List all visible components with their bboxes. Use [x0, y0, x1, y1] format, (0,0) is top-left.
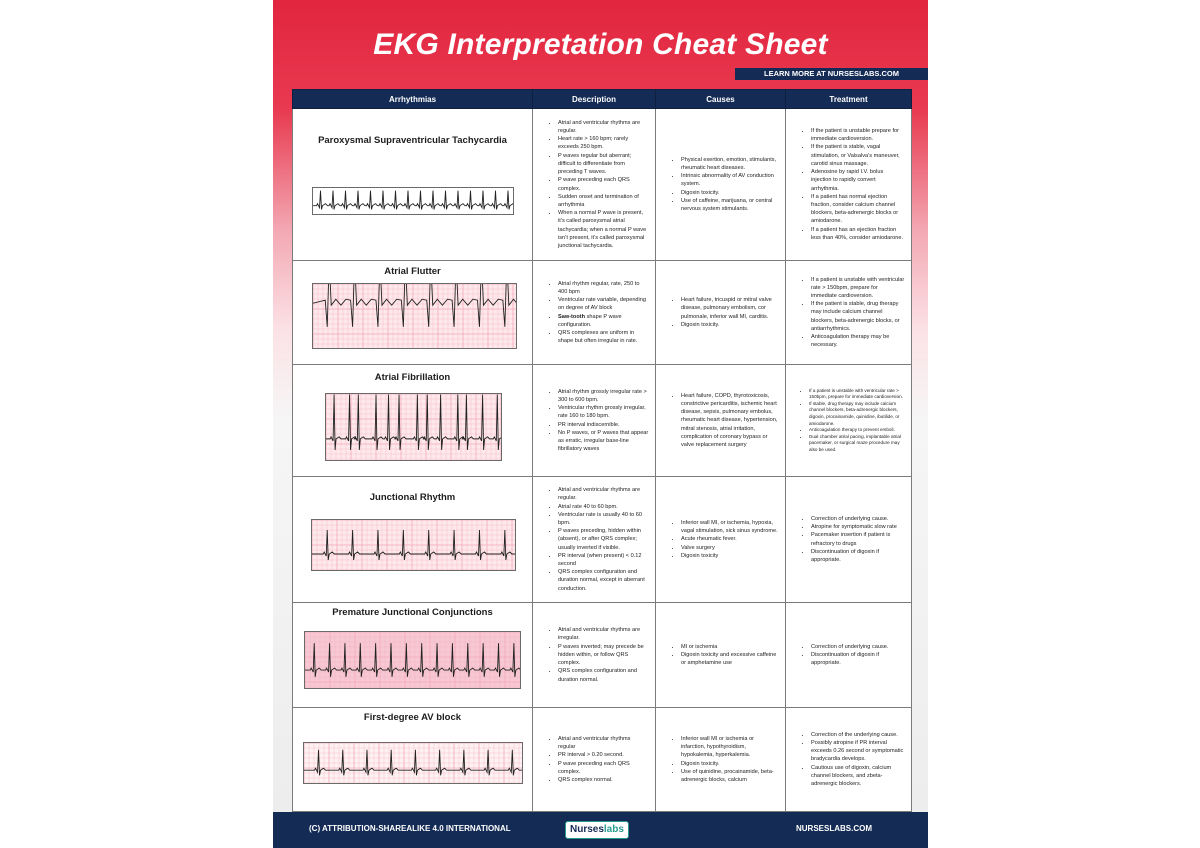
bullet-item: • Atrial rhythm grossly irregular rate > 300 to 600 bpm. [558, 388, 649, 404]
causes-list [656, 296, 785, 329]
causes-list [656, 392, 785, 449]
ekg-trace-svg [305, 632, 520, 688]
treatment-list [786, 276, 911, 350]
logo-text-part2: labs [603, 824, 624, 835]
ekg-trace-line [313, 284, 516, 327]
learn-more-prefix: LEARN MORE AT [763, 69, 828, 78]
bullet-item: • Digoxin toxicity and excessive caffeine or amphetamine use [681, 651, 779, 667]
bullet-item: • If a patient has normal ejection fraction, consider calcium channel blockers, beta-adrenergic blocks or amiodarone. [811, 193, 905, 226]
treatment-list [786, 731, 911, 788]
description-cell [533, 109, 656, 261]
bullet-item: • If the patient is stable, vagal stimulation, or Valsalva’s maneuver, carotid sinus massage. [811, 143, 905, 168]
bullet-item: • Heart rate > 160 bpm; rarely exceeds 250 bpm. [558, 135, 649, 151]
column-header-arrhythmias: Arrhythmias [293, 90, 533, 109]
bullet-item: • PR interval indiscernible. [558, 421, 649, 429]
causes-cell [656, 365, 786, 477]
description-cell [533, 365, 656, 477]
logo-text-part1: Nurses [570, 824, 604, 835]
table-row [293, 365, 912, 477]
ekg-strip-psvt [312, 187, 514, 215]
bullet-item: • Use of caffeine, marijuana, or central nervous system stimulants. [681, 197, 779, 213]
bullet-item: • Possibly atropine if PR interval exceeds 0.26 second or symptomatic bradycardia develops. [811, 739, 905, 764]
bullet-item: • Heart failure, COPD, thyrotoxicosis, constrictive pericarditis, ischemic heart disease, sepsis, pulmonary embolus, rheumatic heart disease, hypertension, mitral stenosis, atrial irritation, complication of coronary bypass or valve replacement surgery [681, 392, 779, 449]
arrhythmia-cell [293, 477, 533, 603]
bullet-item: • P waves preceding, hidden within (absent), or after QRS complex; usually inverted if visible. [558, 527, 649, 552]
license-text: (C) ATTRIBUTION-SHAREALIKE 4.0 INTERNATIONAL [309, 824, 511, 833]
treatment-cell [786, 603, 912, 708]
bullet-item: • Adenosine by rapid I.V. bolus injection to rapidly convert arrhythmia. [811, 168, 905, 193]
table-row [293, 603, 912, 708]
bullet-item: • No P waves, or P waves that appear as erratic, irregular base-line fibrillatory waves [558, 429, 649, 454]
bullet-item: • PR interval > 0.20 second. [558, 751, 649, 759]
page-title: EKG Interpretation Cheat Sheet [373, 28, 828, 61]
bullet-item: • Discontinuation of digoxin if appropriate. [811, 548, 905, 564]
causes-cell [656, 603, 786, 708]
bullet-item: • If a patient is unstable with ventricular rate > 150bpm, prepare for immediate cardioversion. [811, 276, 905, 301]
bullet-item: • Digoxin toxicity. [681, 321, 779, 329]
learn-more-link[interactable]: NURSESLABS.COM [827, 69, 899, 78]
cheat-sheet-page [273, 0, 928, 848]
bullet-item: • When a normal P wave is present, it’s called paroxysmal atrial tachycardia; when a normal P wave isn’t present, it’s called paroxysmal junctional tachycardia. [558, 209, 649, 250]
bullet-item: • Heart failure, tricuspid or mitral valve disease, pulmonary embolism, cor pulmonale, inferior wall MI, carditis. [681, 296, 779, 321]
arrhythmia-name: Paroxysmal Supraventricular Tachycardia [318, 135, 507, 146]
bullet-item: • Saw-tooth shape P wave configuration. [558, 313, 649, 329]
bullet-item: • QRS complex configuration and duration normal. [558, 667, 649, 683]
ekg-strip-atrial-fibrillation [325, 393, 502, 461]
description-cell [533, 603, 656, 708]
description-cell [533, 261, 656, 365]
bullet-item: • Use of quinidine, procainamide, beta-adrenergic blocks, calcium [681, 768, 779, 784]
bullet-item: • P wave preceding each QRS complex. [558, 176, 649, 192]
bullet-item: • Atrial rhythm regular, rate, 250 to 400 bpm [558, 280, 649, 296]
column-header-causes: Causes [656, 90, 786, 109]
treatment-cell [786, 109, 912, 261]
description-cell [533, 708, 656, 812]
arrhythmia-name: Atrial Fibrillation [374, 372, 451, 383]
bullet-item: • P wave preceding each QRS complex. [558, 760, 649, 776]
treatment-list [786, 388, 911, 454]
bullet-item: • Atropine for symptomatic slow rate [811, 523, 905, 531]
description-list [533, 735, 655, 784]
bullet-item: • P waves inverted; may precede be hidden within, or follow QRS complex. [558, 643, 649, 668]
table-row [293, 708, 912, 812]
ekg-trace-svg [313, 284, 516, 348]
treatment-cell [786, 365, 912, 477]
bullet-item: • Cautious use of digoxin, calcium channel blockers, and zbeta-adrenergic blockers. [811, 764, 905, 789]
bullet-item: • Ventricular rate variable, depending on degree of AV block [558, 296, 649, 312]
arrhythmia-cell [293, 603, 533, 708]
bullet-item: • Dual chamber atrial pacing, implantable atrial pacemaker, or surgical maze procedure may also be used. [809, 434, 905, 454]
arrhythmia-cell [293, 365, 533, 477]
ekg-table [292, 89, 912, 812]
bullet-item: • Anticoagulation therapy may be necessary. [811, 333, 905, 349]
ekg-trace-line [313, 191, 513, 210]
arrhythmia-name: Premature Junctional Conjunctions [332, 607, 493, 618]
bullet-item: • Inferior wall MI or ischemia or infarction, hypothyroidism, hypokalemia, hyperkalemia. [681, 735, 779, 760]
description-list [533, 486, 655, 593]
column-header-treatment: Treatment [786, 90, 912, 109]
bullet-item: • Inferior wall MI, or ischemia, hypoxia, vagal stimulation, sick sinus syndrome. [681, 519, 779, 535]
ekg-strip-first-degree-av-block [303, 742, 523, 784]
description-list [533, 280, 655, 346]
bullet-item: • Correction of the underlying cause. [811, 731, 905, 739]
ekg-trace-line [305, 643, 520, 677]
treatment-cell [786, 261, 912, 365]
learn-more-banner[interactable] [735, 68, 928, 80]
ekg-trace-svg [312, 520, 515, 570]
ekg-strip-atrial-flutter [312, 283, 517, 349]
ekg-strip-premature-junctional [304, 631, 521, 689]
causes-cell [656, 109, 786, 261]
causes-list [656, 156, 785, 213]
bullet-item: • Sudden onset and termination of arrhythmia [558, 193, 649, 209]
footer-site-link[interactable]: NURSESLABS.COM [795, 824, 872, 833]
table-row [293, 261, 912, 365]
description-list [533, 626, 655, 683]
nurseslabs-logo[interactable] [565, 821, 629, 839]
bullet-item: • If stable, drug therapy may include calcium channel blockers, beta-adrenergic blockers, digoxin, procainamide, quinidine, ibutilide, or amiodarone. [809, 401, 905, 427]
bullet-item: • Atrial and ventricular rhythms regular [558, 735, 649, 751]
bullet-item: • Atrial rate 40 to 60 bpm. [558, 503, 649, 511]
bullet-item: • P waves regular but aberrant; difficult to differentiate from preceding T waves. [558, 152, 649, 177]
treatment-cell [786, 477, 912, 603]
causes-cell [656, 477, 786, 603]
bullet-item: • Ventricular rhythm grossly irregular, rate 160 to 180 bpm. [558, 404, 649, 420]
treatment-list [786, 515, 911, 564]
bullet-item: • If a patient is unstable with ventricular rate > 150bpm, prepare for immediate cardioversion. [809, 388, 905, 401]
ekg-trace-line [304, 750, 522, 776]
description-cell [533, 477, 656, 603]
table-row [293, 109, 912, 261]
bullet-item: • Acute rheumatic fever. [681, 535, 779, 543]
treatment-list [786, 127, 911, 242]
arrhythmia-name: Atrial Flutter [384, 266, 441, 277]
bullet-item: • Pacemaker insertion if patient is refractory to drugs [811, 531, 905, 547]
causes-list [656, 643, 785, 668]
bullet-item: • Physical exertion, emotion, stimulants, rheumatic heart diseases. [681, 156, 779, 172]
arrhythmia-cell [293, 708, 533, 812]
bullet-item: • Atrial and ventricular rhythms are regular. [558, 119, 649, 135]
arrhythmia-name: First-degree AV block [363, 712, 462, 723]
arrhythmia-cell [293, 109, 533, 261]
bullet-item: • Intrinsic abnormality of AV conduction system. [681, 172, 779, 188]
causes-list [656, 519, 785, 560]
ekg-trace-svg [313, 188, 513, 214]
bullet-item: • Atrial and ventricular rhythms are irregular. [558, 626, 649, 642]
table-row [293, 477, 912, 603]
treatment-cell [786, 708, 912, 812]
bullet-item: • Anticoagulation therapy to prevent emboli. [809, 427, 905, 434]
bullet-item: • Discontinuation of digoxin if appropriate. [811, 651, 905, 667]
description-list [533, 119, 655, 250]
bullet-item: • If the patient is unstable prepare for immediate cardioversion. [811, 127, 905, 143]
bullet-item: • Digoxin toxicity [681, 552, 779, 560]
bullet-item: • Correction of underlying cause. [811, 643, 905, 651]
bullet-item: • Atrial and ventricular rhythms are regular. [558, 486, 649, 502]
causes-list [656, 735, 785, 784]
description-list [533, 388, 655, 454]
ekg-trace-svg [326, 394, 501, 460]
bullet-item: • QRS complexes are uniform in shape but often irregular in rate. [558, 329, 649, 345]
ekg-trace-svg [304, 743, 522, 783]
column-header-description: Description [533, 90, 656, 109]
arrhythmia-name: Junctional Rhythm [369, 492, 456, 503]
arrhythmia-cell [293, 261, 533, 365]
treatment-list [786, 643, 911, 668]
causes-cell [656, 708, 786, 812]
bullet-item: • Valve surgery [681, 544, 779, 552]
bullet-item: • PR interval (when present) < 0.12 second [558, 552, 649, 568]
bullet-item: • QRS complex configuration and duration normal, except in aberrant conduction. [558, 568, 649, 593]
bullet-item: • QRS complex normal. [558, 776, 649, 784]
bullet-item: • Correction of underlying cause. [811, 515, 905, 523]
ekg-strip-junctional-rhythm [311, 519, 516, 571]
bullet-item: • If the patient is stable, drug therapy may include calcium channel blockers, beta-adrenergic blocks, or antiarrhythmics. [811, 300, 905, 333]
footer-bar [273, 812, 928, 848]
bullet-item: • Ventricular rate is usually 40 to 60 bpm. [558, 511, 649, 527]
bullet-item: • MI or ischemia [681, 643, 779, 651]
bullet-item: • If a patient has an ejection fraction less than 40%, consider amiodarone. [811, 226, 905, 242]
table-header-row [293, 90, 912, 109]
bullet-item: • Digoxin toxicity. [681, 760, 779, 768]
causes-cell [656, 261, 786, 365]
bullet-item: • Digoxin toxicity. [681, 189, 779, 197]
ekg-trace-line [326, 395, 501, 450]
